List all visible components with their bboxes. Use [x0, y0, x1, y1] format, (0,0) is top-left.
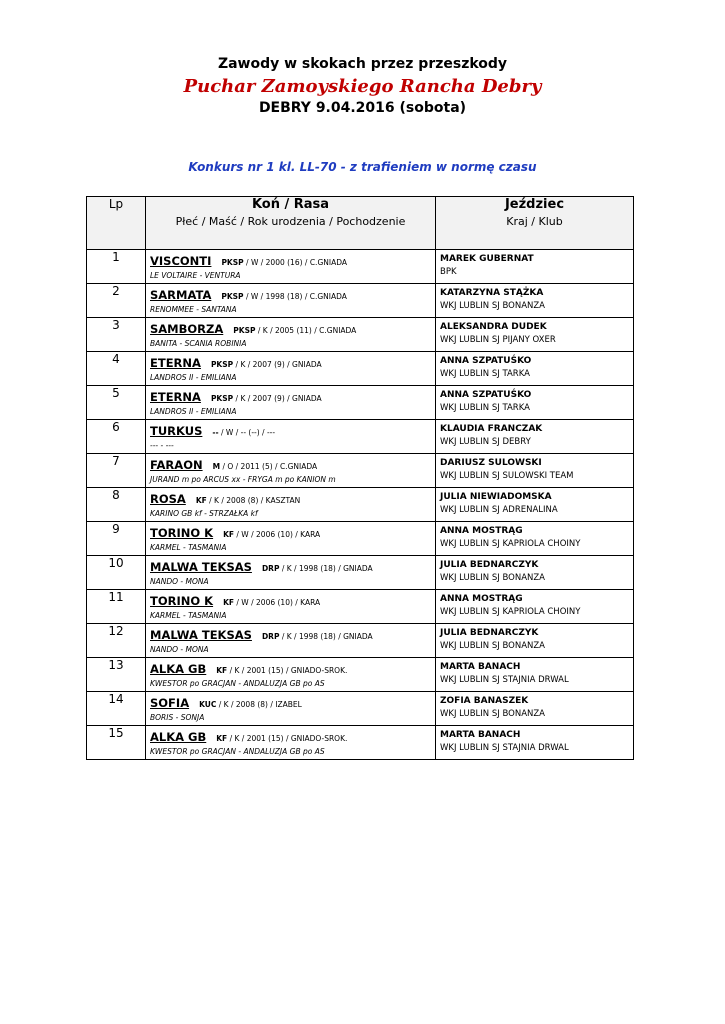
rider-cell — [436, 726, 634, 760]
rider-name: ZOFIA BANASZEK — [440, 696, 529, 706]
horse-pedigree: LANDROS II - EMILIANA — [150, 407, 237, 416]
horse-line — [146, 522, 435, 542]
rider-cell — [436, 352, 634, 386]
horse-sex-color-year: / K / 1998 (18) / GNIADA — [279, 632, 373, 641]
horse-pedigree: NANDO - MONA — [150, 577, 209, 586]
rider-cell — [436, 556, 634, 590]
horse-sex-color-year: / W / 1998 (18) / C.GNIADA — [243, 292, 347, 301]
horse-cell — [146, 590, 436, 624]
horse-line — [146, 556, 435, 576]
horse-pedigree: KWESTOR po GRACJAN - ANDALUZJA GB po AS — [150, 747, 325, 756]
rider-club: WKJ LUBLIN SJ DEBRY — [440, 437, 531, 447]
horse-line — [146, 318, 435, 338]
horse-name: ALKA GB — [150, 662, 207, 676]
row-number: 13 — [87, 658, 146, 692]
table-header-row — [87, 197, 634, 250]
horse-pedigree: --- - --- — [150, 441, 174, 450]
horse-name: MALWA TEKSAS — [150, 628, 252, 642]
horse-pedigree: LANDROS II - EMILIANA — [150, 373, 237, 382]
horse-name: TORINO K — [150, 526, 214, 540]
horse-pedigree: LE VOLTAIRE - VENTURA — [150, 271, 241, 280]
table-row — [87, 420, 634, 454]
competition-name: Konkurs nr 1 kl. LL-70 - z trafieniem w normę czasu — [188, 160, 537, 174]
horse-sex-color-year: / K / 2007 (9) / GNIADA — [233, 360, 322, 369]
rider-cell — [436, 488, 634, 522]
horse-pedigree: NANDO - MONA — [150, 645, 209, 654]
horse-line — [146, 624, 435, 644]
rider-cell — [436, 420, 634, 454]
horse-sex-color-year: / W / -- (--) / --- — [218, 428, 276, 437]
horse-details — [199, 700, 302, 709]
horse-sex-color-year: / K / 2001 (15) / GNIADO-SROK. — [227, 666, 348, 675]
horse-breed: KUC — [199, 700, 217, 709]
rider-cell — [436, 250, 634, 284]
page-title: Zawody w skokach przez przeszkody — [217, 56, 508, 72]
rider-name: JULIA NIEWIADOMSKA — [440, 492, 552, 502]
rider-name: KATARZYNA STĄŻKA — [440, 288, 544, 298]
horse-breed: PKSP — [210, 360, 234, 369]
column-header-rider — [436, 197, 634, 250]
rider-cell — [436, 692, 634, 726]
column-header-rider-sublabel: Kraj / Klub — [506, 215, 563, 228]
column-header-lp-label: Lp — [108, 197, 124, 211]
horse-details — [221, 258, 347, 267]
horse-cell — [146, 522, 436, 556]
horse-line — [146, 352, 435, 372]
horse-line — [146, 658, 435, 678]
horse-sex-color-year: / K / 2008 (8) / KASZTAN — [206, 496, 301, 505]
horse-cell — [146, 556, 436, 590]
results-table — [86, 196, 634, 760]
horse-cell — [146, 726, 436, 760]
horse-name: SAMBORZA — [150, 322, 224, 336]
horse-name: TORINO K — [150, 594, 214, 608]
rider-name: KLAUDIA FRANCZAK — [440, 424, 543, 434]
horse-sex-color-year: / K / 2005 (11) / C.GNIADA — [255, 326, 357, 335]
rider-cell — [436, 658, 634, 692]
horse-line — [146, 284, 435, 304]
column-header-horse-sublabel: Płeć / Maść / Rok urodzenia / Pochodzenie — [175, 215, 406, 228]
rider-name: ANNA SZPATUŚKO — [440, 390, 532, 400]
table-row — [87, 522, 634, 556]
horse-pedigree: RENOMMEE - SANTANA — [150, 305, 237, 314]
horse-pedigree: JURAND m po ARCUS xx - FRYGA m po KANION m — [150, 475, 336, 484]
table-row — [87, 488, 634, 522]
row-number: 4 — [87, 352, 146, 386]
column-header-horse-label: Koń / Rasa — [251, 197, 330, 212]
row-number: 14 — [87, 692, 146, 726]
horse-details — [262, 564, 373, 573]
horse-details — [211, 394, 322, 403]
rider-cell — [436, 522, 634, 556]
row-number: 8 — [87, 488, 146, 522]
horse-line — [146, 488, 435, 508]
rider-club: WKJ LUBLIN SJ STAJNIA DRWAL — [440, 675, 569, 685]
horse-sex-color-year: / O / 2011 (5) / C.GNIADA — [220, 462, 318, 471]
rider-name: ANNA MOSTRĄG — [440, 594, 523, 604]
cup-name: Puchar Zamoyskiego Rancha Debry — [183, 76, 542, 97]
horse-breed: KF — [216, 734, 228, 743]
rider-club: WKJ LUBLIN SJ KAPRIOLA CHOINY — [440, 539, 581, 549]
horse-pedigree: KARINO GB kf - STRZAŁKA kf — [150, 509, 258, 518]
horse-name: MALWA TEKSAS — [150, 560, 252, 574]
horse-line — [146, 454, 435, 474]
rider-club: WKJ LUBLIN SJ BONANZA — [440, 301, 546, 311]
horse-line — [146, 692, 435, 712]
horse-name: SARMATA — [150, 288, 212, 302]
horse-cell — [146, 284, 436, 318]
rider-club: WKJ LUBLIN SJ ADRENALINA — [440, 505, 558, 515]
rider-club: WKJ LUBLIN SJ KAPRIOLA CHOINY — [440, 607, 581, 617]
column-header-horse — [146, 197, 436, 250]
horse-cell — [146, 318, 436, 352]
rider-cell — [436, 386, 634, 420]
rider-club: WKJ LUBLIN SJ SULOWSKI TEAM — [440, 471, 574, 481]
horse-line — [146, 250, 435, 270]
horse-details — [223, 530, 320, 539]
event-place-date: DEBRY 9.04.2016 (sobota) — [258, 100, 467, 116]
horse-details — [196, 496, 300, 505]
rider-cell — [436, 318, 634, 352]
horse-name: ETERNA — [150, 390, 201, 404]
horse-breed: -- — [212, 428, 219, 437]
horse-pedigree: BORIS - SONJA — [150, 713, 205, 722]
row-number: 3 — [87, 318, 146, 352]
horse-sex-color-year: / W / 2006 (10) / KARA — [234, 530, 321, 539]
horse-pedigree: BANITA - SCANIA ROBINIA — [150, 339, 247, 348]
rider-club: WKJ LUBLIN SJ STAJNIA DRWAL — [440, 743, 569, 753]
rider-club: BPK — [440, 267, 457, 277]
table-row — [87, 692, 634, 726]
horse-details — [213, 462, 318, 471]
rider-name: MARTA BANACH — [440, 662, 521, 672]
table-row — [87, 284, 634, 318]
horse-breed: M — [212, 462, 221, 471]
horse-breed: PKSP — [221, 258, 244, 267]
horse-name: FARAON — [150, 458, 203, 472]
horse-breed: PKSP — [210, 394, 234, 403]
table-row — [87, 658, 634, 692]
horse-sex-color-year: / K / 2001 (15) / GNIADO-SROK. — [227, 734, 348, 743]
rider-club: WKJ LUBLIN SJ BONANZA — [440, 709, 546, 719]
horse-details — [221, 292, 347, 301]
rider-name: JULIA BEDNARCZYK — [440, 560, 539, 570]
horse-name: ROSA — [150, 492, 186, 506]
row-number: 11 — [87, 590, 146, 624]
rider-name: DARIUSZ SULOWSKI — [440, 458, 542, 468]
horse-cell — [146, 692, 436, 726]
column-header-lp — [87, 197, 146, 250]
row-number: 15 — [87, 726, 146, 760]
horse-cell — [146, 488, 436, 522]
row-number: 7 — [87, 454, 146, 488]
rider-cell — [436, 454, 634, 488]
horse-cell — [146, 386, 436, 420]
row-number: 12 — [87, 624, 146, 658]
horse-sex-color-year: / K / 2007 (9) / GNIADA — [233, 394, 322, 403]
horse-sex-color-year: / K / 2008 (8) / IZABEL — [216, 700, 302, 709]
rider-cell — [436, 284, 634, 318]
horse-details — [212, 428, 275, 437]
rider-name: JULIA BEDNARCZYK — [440, 628, 539, 638]
row-number: 2 — [87, 284, 146, 318]
horse-pedigree: KWESTOR po GRACJAN - ANDALUZJA GB po AS — [150, 679, 325, 688]
rider-club: WKJ LUBLIN SJ PIJANY OXER — [440, 335, 556, 345]
horse-name: ETERNA — [150, 356, 201, 370]
horse-name: ALKA GB — [150, 730, 207, 744]
table-row — [87, 624, 634, 658]
horse-sex-color-year: / W / 2000 (16) / C.GNIADA — [243, 258, 347, 267]
row-number: 9 — [87, 522, 146, 556]
row-number: 5 — [87, 386, 146, 420]
horse-breed: KF — [223, 530, 235, 539]
rider-name: ALEKSANDRA DUDEK — [440, 322, 547, 332]
horse-cell — [146, 624, 436, 658]
horse-breed: KF — [223, 598, 235, 607]
rider-cell — [436, 624, 634, 658]
horse-line — [146, 726, 435, 746]
horse-breed: KF — [195, 496, 207, 505]
rider-name: MARTA BANACH — [440, 730, 521, 740]
rider-club: WKJ LUBLIN SJ TARKA — [440, 369, 530, 379]
rider-name: ANNA SZPATUŚKO — [440, 356, 532, 366]
horse-sex-color-year: / W / 2006 (10) / KARA — [234, 598, 321, 607]
horse-breed: KF — [216, 666, 228, 675]
rider-name: ANNA MOSTRĄG — [440, 526, 523, 536]
horse-name: TURKUS — [150, 424, 203, 438]
rider-name: MAREK GUBERNAT — [440, 254, 534, 264]
row-number: 1 — [87, 250, 146, 284]
horse-line — [146, 420, 435, 440]
table-row — [87, 454, 634, 488]
horse-details — [223, 598, 320, 607]
horse-details — [216, 666, 347, 675]
table-row — [87, 556, 634, 590]
horse-details — [216, 734, 347, 743]
table-row — [87, 590, 634, 624]
horse-cell — [146, 352, 436, 386]
rider-club: WKJ LUBLIN SJ TARKA — [440, 403, 530, 413]
horse-breed: PKSP — [221, 292, 244, 301]
rider-club: WKJ LUBLIN SJ BONANZA — [440, 573, 546, 583]
rider-cell — [436, 590, 634, 624]
horse-cell — [146, 454, 436, 488]
horse-cell — [146, 658, 436, 692]
row-number: 10 — [87, 556, 146, 590]
horse-breed: DRP — [261, 632, 280, 641]
table-row — [87, 386, 634, 420]
horse-pedigree: KARMEL - TASMANIA — [150, 543, 227, 552]
table-row — [87, 318, 634, 352]
horse-details — [233, 326, 356, 335]
horse-details — [211, 360, 322, 369]
column-header-rider-label: Jeździec — [504, 197, 565, 212]
horse-name: SOFIA — [150, 696, 190, 710]
horse-breed: PKSP — [233, 326, 256, 335]
horse-details — [262, 632, 373, 641]
horse-sex-color-year: / K / 1998 (18) / GNIADA — [279, 564, 373, 573]
table-row — [87, 726, 634, 760]
horse-line — [146, 386, 435, 406]
table-row — [87, 352, 634, 386]
row-number: 6 — [87, 420, 146, 454]
horse-cell — [146, 420, 436, 454]
horse-line — [146, 590, 435, 610]
table-row — [87, 250, 634, 284]
horse-pedigree: KARMEL - TASMANIA — [150, 611, 227, 620]
horse-cell — [146, 250, 436, 284]
horse-breed: DRP — [261, 564, 280, 573]
rider-club: WKJ LUBLIN SJ BONANZA — [440, 641, 546, 651]
horse-name: VISCONTI — [150, 254, 212, 268]
